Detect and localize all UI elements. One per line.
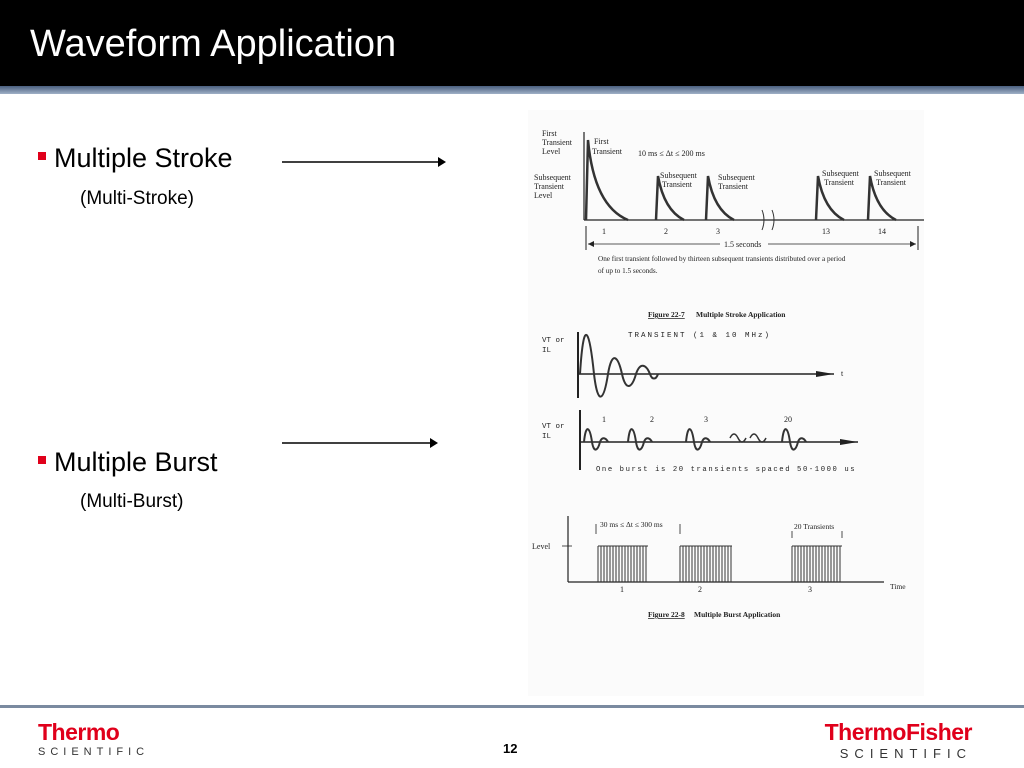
- multiple-burst-diagram: [532, 516, 906, 619]
- stroke-number: 1: [602, 227, 606, 236]
- subsequent-transient-label: Subsequent: [822, 169, 859, 178]
- waveform-figure: [528, 110, 924, 696]
- bullet-sublabel: (Multi-Stroke): [80, 188, 195, 209]
- level-label: Level: [532, 542, 551, 551]
- burst-number: 1: [620, 585, 624, 594]
- burst-wave-diagram: [542, 410, 858, 474]
- waveform-figure-drawing: [528, 110, 924, 696]
- stroke-number: 3: [716, 227, 720, 236]
- interval-label: 10 ms ≤ Δt ≤ 200 ms: [638, 149, 705, 158]
- first-transient-label: First: [594, 137, 609, 146]
- twenty-transients-label: 20 Transients: [794, 522, 835, 531]
- burst-wave-number: 3: [704, 415, 708, 424]
- bullet-square-icon: [38, 152, 46, 160]
- subsequent-transient-label: Subsequent: [718, 173, 755, 182]
- title-rule: [0, 86, 1024, 94]
- arrow-right-icon: [282, 436, 438, 450]
- burst-v-label: VT or: [542, 423, 565, 431]
- figure-22-8-caption: Figure 22-8: [648, 610, 685, 619]
- figure-22-7-caption-text: Multiple Stroke Application: [696, 310, 786, 319]
- stroke-note: of up to 1.5 seconds.: [598, 267, 658, 275]
- bullet-sublabel: (Multi-Burst): [80, 491, 184, 512]
- transient-i-label: IL: [542, 347, 552, 355]
- first-transient-level-label: First: [542, 129, 557, 138]
- burst-interval-label: 30 ms ≤ Δt ≤ 300 ms: [600, 520, 663, 529]
- footer-rule: [0, 705, 1024, 708]
- burst-number: 3: [808, 585, 812, 594]
- subsequent-transient-label: Transient: [876, 178, 906, 187]
- multiple-stroke-diagram: [534, 129, 924, 319]
- subsequent-transient-label: Transient: [824, 178, 854, 187]
- subsequent-transient-label: Transient: [718, 182, 748, 191]
- subsequent-transient-label: Subsequent: [660, 171, 697, 180]
- thermofisher-logo-sub: SCIENTIFIC: [839, 746, 972, 761]
- burst-block-1: [598, 546, 648, 582]
- burst-i-label: IL: [542, 433, 552, 441]
- figure-22-7-caption: Figure 22-7: [648, 310, 685, 319]
- burst-block-3: [792, 546, 842, 582]
- stroke-number: 2: [664, 227, 668, 236]
- thermo-logo-brand: Thermo: [38, 719, 120, 745]
- thermofisher-logo-brand: ThermoFisher: [824, 719, 972, 745]
- slide-title: Waveform Application: [30, 23, 397, 65]
- title-bar: [0, 0, 1024, 86]
- burst-block-2: [680, 546, 732, 582]
- stroke-number: 14: [878, 227, 886, 236]
- transient-title: TRANSIENT (1 & 10 MHz): [628, 332, 772, 340]
- thermo-scientific-logo: [38, 720, 149, 758]
- bullet-multiple-burst: [38, 447, 218, 478]
- figure-22-8-caption-text: Multiple Burst Application: [694, 610, 781, 619]
- burst-wave-number: 2: [650, 415, 654, 424]
- stroke-note: One first transient followed by thirteen subsequent transients distributed over a period: [598, 255, 846, 263]
- transient-diagram: [542, 332, 844, 398]
- subsequent-level-label: Level: [534, 191, 553, 200]
- burst-wave-number: 1: [602, 415, 606, 424]
- transient-v-label: VT or: [542, 337, 565, 345]
- arrow-right-icon: [282, 155, 446, 169]
- stroke-number: 13: [822, 227, 830, 236]
- burst-wave-number: 20: [784, 415, 792, 424]
- time-label: Time: [890, 582, 906, 591]
- time-axis-label: t: [841, 369, 844, 378]
- subsequent-level-label: Transient: [534, 182, 564, 191]
- subsequent-transient-label: Subsequent: [874, 169, 911, 178]
- burst-wave-note: One burst is 20 transients spaced 50-1000 us: [596, 466, 857, 474]
- bullet-multiple-stroke: [38, 143, 233, 174]
- bullet-label: Multiple Stroke: [54, 143, 233, 173]
- thermo-logo-sub: SCIENTIFIC: [38, 746, 150, 758]
- subsequent-level-label: Subsequent: [534, 173, 571, 182]
- first-transient-level-label: Level: [542, 147, 561, 156]
- duration-label: 1.5 seconds: [724, 240, 762, 249]
- thermo-fisher-logo: [825, 720, 972, 761]
- subsequent-transient-label: Transient: [662, 180, 692, 189]
- burst-number: 2: [698, 585, 702, 594]
- bullet-label: Multiple Burst: [54, 447, 218, 477]
- page-number: 12: [503, 741, 518, 756]
- bullet-square-icon: [38, 456, 46, 464]
- first-transient-level-label: Transient: [542, 138, 572, 147]
- first-transient-label: Transient: [592, 147, 622, 156]
